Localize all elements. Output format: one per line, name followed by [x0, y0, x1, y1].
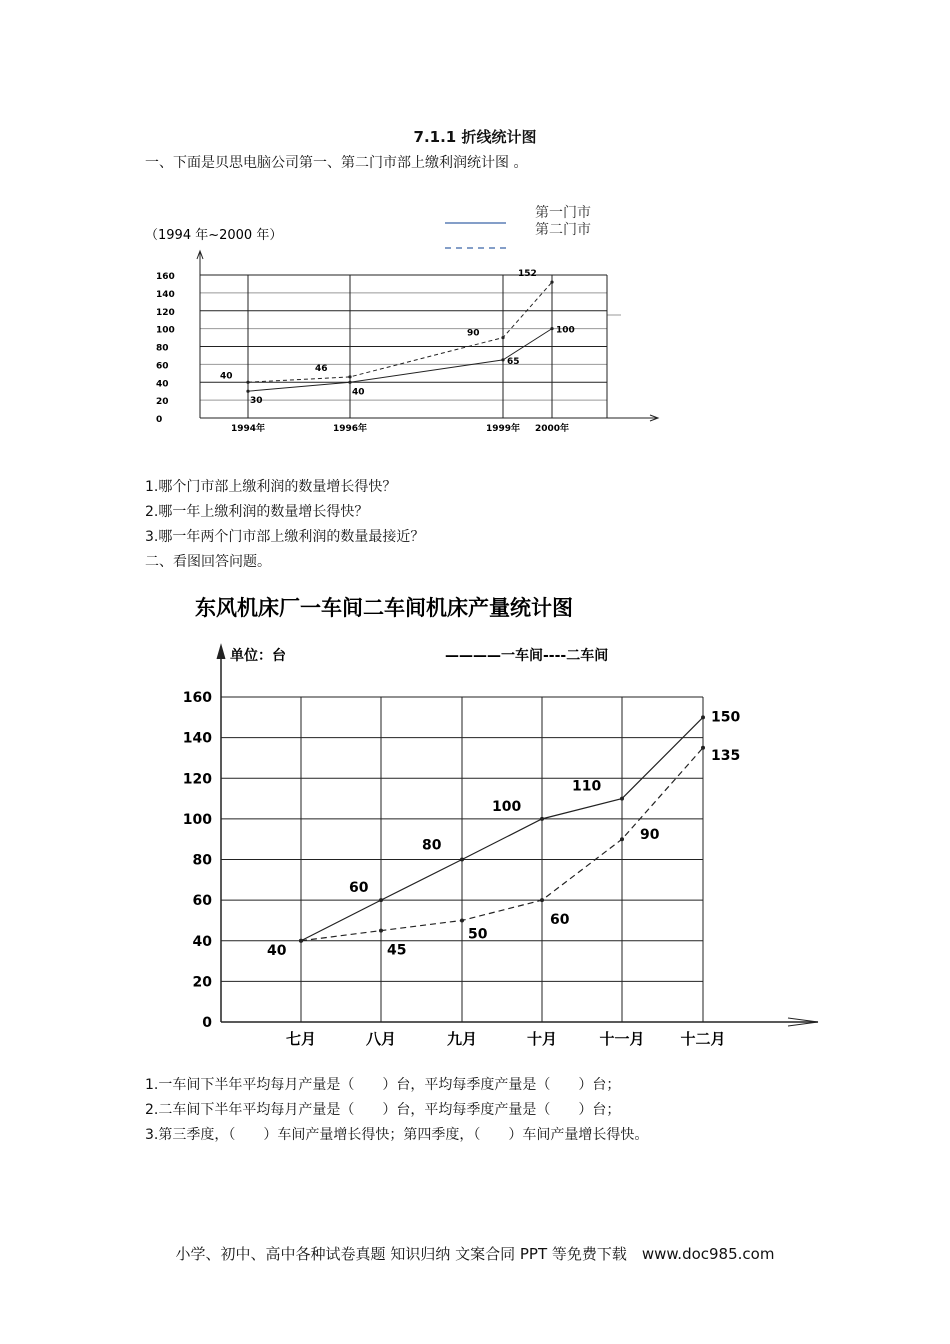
data-point: [299, 939, 303, 943]
data-label: 150: [711, 709, 741, 726]
x-tick-label: 1999年: [485, 424, 521, 434]
data-label: 100: [492, 798, 522, 815]
x-tick-label: 十二月: [680, 1030, 726, 1048]
data-point: [540, 898, 544, 902]
y-tick-label: 140: [156, 289, 175, 300]
y-tick-label: 60: [192, 893, 212, 910]
y-tick-label: 80: [156, 343, 169, 354]
data-point: [540, 817, 544, 821]
production-line-chart: [170, 585, 835, 1060]
data-label: 135: [711, 747, 741, 764]
legend-label: 第二门市: [535, 222, 591, 238]
unit-label: 单位：台: [230, 648, 286, 664]
y-tick-label: 140: [182, 730, 212, 747]
data-point: [348, 381, 351, 384]
y-tick-label: 0: [202, 1015, 212, 1031]
data-label: 46: [315, 363, 328, 374]
data-label: 60: [349, 880, 369, 897]
data-label: 110: [572, 778, 602, 795]
question-1-2: 2.哪一年上缴利润的数量增长得快？: [145, 504, 369, 520]
chart-title: 东风机床厂一车间二车间机床产量统计图: [195, 596, 573, 620]
data-point: [501, 358, 504, 361]
question-2-2: 2.二车间下半年平均每月产量是（ ）台，平均每季度产量是（ ）台；: [145, 1102, 621, 1118]
section1-heading: 一、下面是贝思电脑公司第一、第二门市部上缴利润统计图 。: [145, 155, 528, 171]
data-point: [550, 281, 553, 284]
y-tick-label: 100: [182, 811, 212, 828]
data-label: 65: [507, 356, 520, 367]
data-point: [620, 797, 624, 801]
series-line: [248, 282, 552, 382]
data-label: 40: [267, 942, 287, 959]
y-tick-label: 120: [156, 307, 175, 318]
data-point: [620, 837, 624, 841]
y-tick-label: 80: [192, 852, 212, 869]
y-tick-label: 20: [156, 397, 169, 408]
y-tick-label: 40: [156, 379, 169, 390]
data-label: 90: [467, 328, 480, 339]
x-tick-label: 2000年: [534, 424, 570, 434]
question-1-3: 3.哪一年两个门市部上缴利润的数量最接近？: [145, 529, 425, 545]
data-point: [701, 746, 705, 750]
x-tick-label: 七月: [285, 1030, 317, 1048]
x-tick-label: 1994年: [230, 424, 266, 434]
data-label: 40: [220, 371, 233, 382]
y-tick-label: 40: [192, 933, 212, 950]
y-tick-label: 20: [192, 974, 212, 991]
data-point: [701, 715, 705, 719]
y-tick-label: 60: [156, 361, 169, 372]
data-point: [348, 375, 351, 378]
legend-label: ————一车间----二车间: [445, 648, 609, 664]
x-tick-label: 八月: [365, 1030, 397, 1048]
data-label: 40: [352, 387, 365, 398]
data-point: [460, 918, 464, 922]
profit-line-chart: [140, 195, 680, 440]
x-tick-label: 十月: [526, 1030, 558, 1048]
footer-text: 小学、初中、高中各种试卷真题 知识归纳 文案合同 PPT 等免费下载 www.doc985.com: [175, 1245, 775, 1263]
y-tick-label: 0: [156, 415, 163, 425]
section2-heading: 二、看图回答问题。: [145, 554, 271, 570]
y-axis-arrow: [217, 645, 225, 659]
series-line: [301, 748, 703, 941]
data-label: 60: [550, 912, 570, 929]
data-label: 30: [250, 396, 263, 407]
data-label: 152: [518, 269, 537, 280]
data-label: 50: [468, 926, 488, 943]
y-tick-label: 100: [156, 325, 175, 336]
data-point: [379, 898, 383, 902]
x-tick-label: 九月: [446, 1030, 478, 1048]
data-label: 45: [387, 942, 407, 959]
data-point: [550, 327, 553, 330]
data-label: 90: [640, 827, 660, 844]
data-point: [501, 336, 504, 339]
data-point: [246, 390, 249, 393]
x-tick-label: 1996年: [332, 424, 368, 434]
y-tick-label: 120: [182, 771, 212, 788]
data-point: [460, 858, 464, 862]
legend-label: 第一门市: [535, 205, 591, 221]
question-2-1: 1.一车间下半年平均每月产量是（ ）台，平均每季度产量是（ ）台；: [145, 1077, 621, 1093]
data-label: 80: [422, 837, 442, 854]
data-point: [246, 381, 249, 384]
data-point: [379, 929, 383, 933]
chart-subtitle: （1994 年~2000 年）: [145, 228, 283, 243]
question-2-3: 3.第三季度，（ ）车间产量增长得快；第四季度，（ ）车间产量增长得快。: [145, 1127, 649, 1143]
x-tick-label: 十一月: [599, 1030, 645, 1048]
data-label: 100: [556, 325, 575, 336]
y-tick-label: 160: [182, 690, 212, 706]
y-tick-label: 160: [156, 272, 175, 282]
question-1-1: 1.哪个门市部上缴利润的数量增长得快？: [145, 479, 397, 495]
page-title: 7.1.1 折线统计图: [413, 128, 537, 146]
